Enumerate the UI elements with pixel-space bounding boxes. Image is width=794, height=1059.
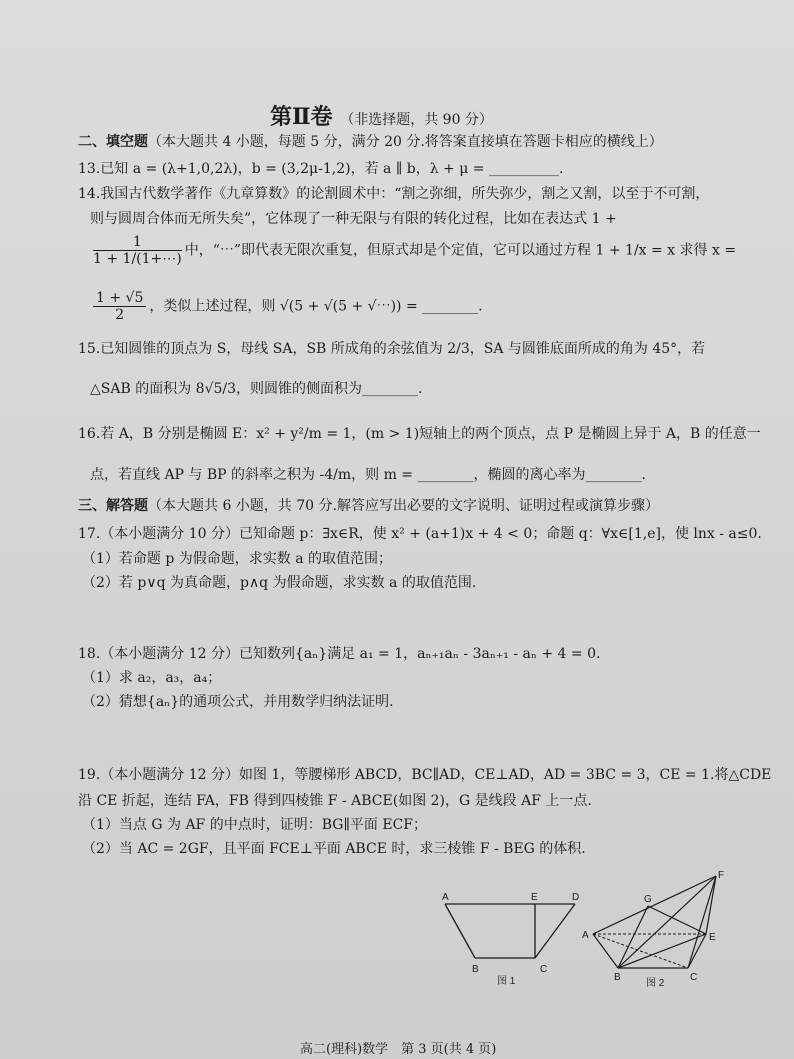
- figure1-lines: [445, 904, 575, 958]
- q14-ans-num: 1 + √5: [93, 290, 146, 307]
- figure-2: [578, 868, 738, 993]
- figure2-solid-lines: [593, 876, 716, 968]
- figure-1: [430, 890, 590, 990]
- section2-label: 二、填空题: [78, 134, 148, 150]
- fig2-label-c: C: [690, 972, 698, 983]
- q16-line2: 点，若直线 AP 与 BP 的斜率之积为 -4/m，则 m = ________，椭圆的离心率为________.: [90, 467, 646, 483]
- page-footer: 高二(理科)数学 第 3 页(共 4 页): [300, 1042, 497, 1057]
- fig1-label-e: E: [531, 892, 538, 903]
- q19-line1: 19.（本小题满分 12 分）如图 1，等腰梯形 ABCD，BC∥AD，CE⊥AD，AD = 3BC = 3，CE = 1.将△CDE: [78, 767, 772, 783]
- part-note: （非选择题，共 90 分）: [340, 112, 493, 128]
- q19-line3: （1）当点 G 为 AF 的中点时，证明：BG∥平面 ECF；: [82, 817, 428, 833]
- q14-line1: 14.我国古代数学著作《九章算数》的论割圆术中：“割之弥细，所失弥少，割之又割，以至于不可割，: [78, 186, 710, 202]
- fig1-label-a: A: [442, 892, 449, 903]
- q14-line2: 则与圆周合体而无所失矣”，它体现了一种无限与有限的转化过程，比如在表达式 1 +: [90, 211, 617, 227]
- fig1-label-b: B: [472, 964, 479, 975]
- section2-note: （本大题共 4 小题，每题 5 分，满分 20 分.将答案直接填在答题卡相应的横线上）: [148, 134, 663, 150]
- q14-line3-text: 中，“⋯”即代表无限次重复，但原式却是个定值，它可以通过方程 1 + 1/x = x 求得 x =: [184, 242, 737, 259]
- q17-line3: （2）若 p∨q 为真命题，p∧q 为假命题，求实数 a 的取值范围.: [82, 575, 477, 591]
- q15-line1: 15.已知圆锥的顶点为 S，母线 SA，SB 所成角的余弦值为 2/3，SA 与圆锥底面所成的角为 45°，若: [78, 341, 706, 357]
- q19-line2: 沿 CE 折起，连结 FA，FB 得到四棱锥 F - ABCE(如图 2)，G 是线段 AF 上一点.: [78, 793, 592, 809]
- q18-line3: （2）猜想{aₙ}的通项公式，并用数学归纳法证明.: [82, 694, 394, 710]
- q17-line1: 17.（本小题满分 10 分）已知命题 p：∃x∈R，使 x² + (a+1)x + 4 < 0；命题 q：∀x∈[1,e]，使 lnx - a≤0.: [78, 526, 762, 542]
- fig1-caption: 图 1: [497, 976, 516, 987]
- q15-line2: △SAB 的面积为 8√5/3，则圆锥的侧面积为________.: [90, 381, 423, 397]
- part-title: [270, 100, 493, 131]
- fig2-label-a: A: [582, 930, 589, 941]
- section3-heading: [78, 497, 659, 515]
- q14-line4: [90, 290, 483, 323]
- q19-line4: （2）当 AC = 2GF，且平面 FCE⊥平面 ABCE 时，求三棱锥 F - BEG 的体积.: [82, 841, 586, 857]
- q17-line2: （1）若命题 p 为假命题，求实数 a 的取值范围；: [82, 551, 393, 567]
- q18-line1: 18.（本小题满分 12 分）已知数列{aₙ}满足 a₁ = 1，aₙ₊₁aₙ - 3aₙ₊₁ - aₙ + 4 = 0.: [78, 646, 601, 662]
- part-title-text: 第Ⅱ卷: [270, 104, 333, 130]
- section2-heading: [78, 133, 663, 151]
- q14-frac-den: 1 + 1/(1+⋯): [93, 251, 182, 267]
- fig2-label-g: G: [644, 894, 652, 905]
- section3-note: （本大题共 6 小题，共 70 分.解答应写出必要的文字说明、证明过程或演算步骤）: [148, 498, 659, 514]
- q14-line3: [90, 234, 736, 267]
- fig1-label-d: D: [572, 892, 580, 903]
- fig2-label-e: E: [709, 932, 716, 943]
- q18-line2: （1）求 a₂，a₃，a₄；: [82, 670, 222, 686]
- q14-ans-den: 2: [115, 307, 125, 323]
- fig2-label-f: F: [718, 870, 725, 881]
- q14-fraction: [93, 234, 182, 267]
- q14-answer-fraction: [93, 290, 146, 323]
- q14-frac-num: 1: [93, 234, 182, 251]
- fig1-label-c: C: [540, 964, 548, 975]
- fig2-label-b: B: [614, 972, 621, 983]
- fig2-caption: 图 2: [646, 978, 665, 989]
- section3-label: 三、解答题: [78, 498, 148, 514]
- q14-line4-text: ，类似上述过程，则 √(5 + √(5 + √⋯)) = ________.: [149, 298, 483, 315]
- q16-line1: 16.若 A，B 分别是椭圆 E：x² + y²/m = 1，(m > 1)短轴上的两个顶点，点 P 是椭圆上异于 A，B 的任意一: [78, 426, 761, 442]
- q13: 13.已知 a = (λ+1,0,2λ)，b = (3,2μ-1,2)，若 a ∥ b，λ + μ = __________.: [78, 161, 564, 177]
